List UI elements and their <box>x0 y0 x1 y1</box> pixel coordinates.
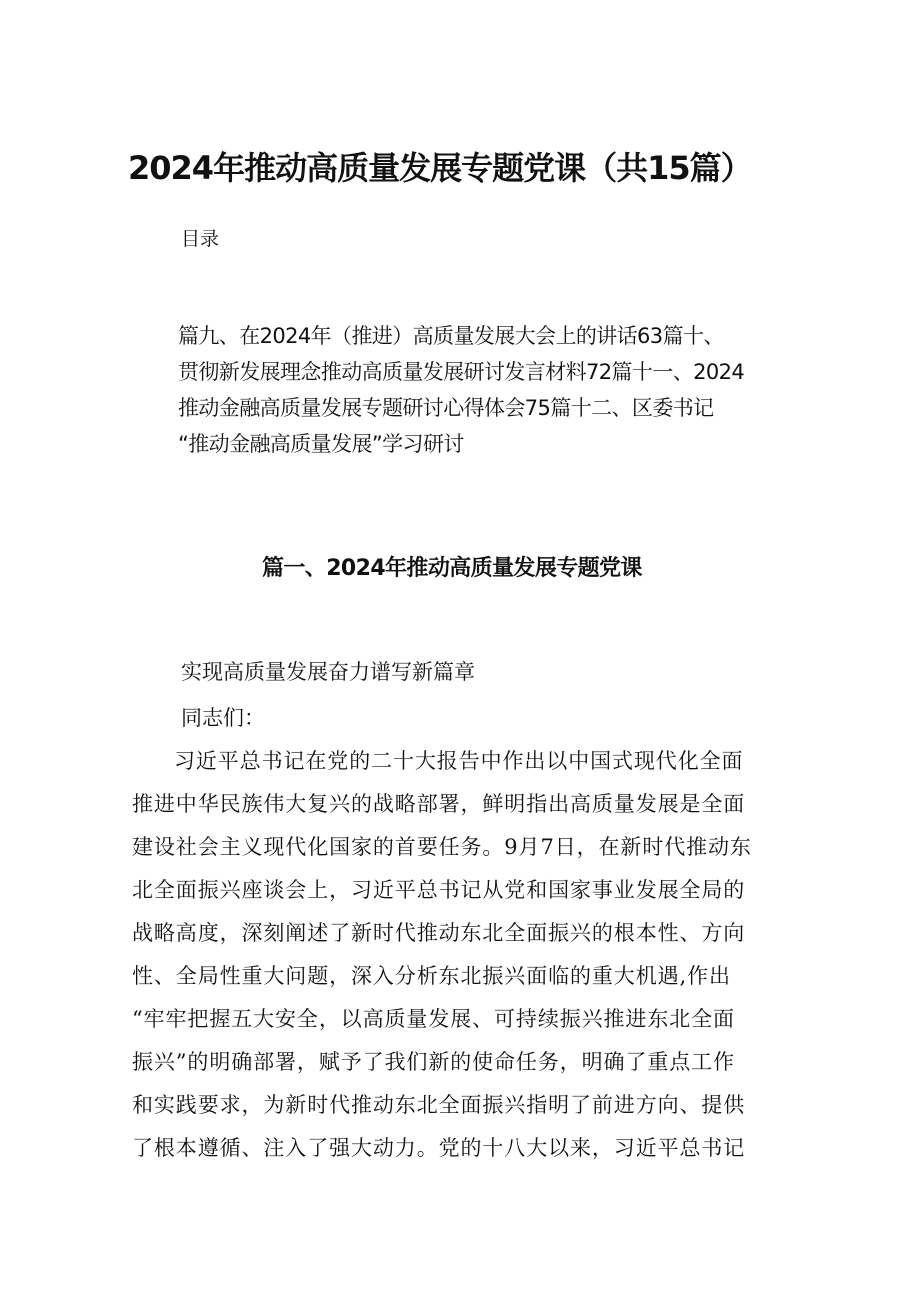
body-line: 推进中华民族伟大复兴的战略部署，鲜明指出高质量发展是全面 <box>132 792 746 816</box>
body-line: 北全面振兴座谈会上，习近平总书记从党和国家事业发展全局的 <box>132 878 746 902</box>
body-line: 振兴”的明确部署，赋予了我们新的使命任务，明确了重点工作 <box>132 1050 735 1074</box>
document-title: 2024年推动高质量发展专题党课（共15篇） <box>128 149 752 187</box>
toc-line: “推动金融高质量发展”学习研讨 <box>178 432 464 456</box>
body-line: 了根本遵循、注入了强大动力。党的十八大以来，习近平总书记 <box>132 1136 746 1160</box>
body-line: 习近平总书记在党的二十大报告中作出以中国式现代化全面 <box>174 749 744 773</box>
body-line: “牢牢把握五大安全，以高质量发展、可持续振兴推进东北全面 <box>132 1007 735 1031</box>
body-line: 性、全局性重大问题，深入分析东北振兴面临的重大机遇,作出 <box>132 964 731 988</box>
toc-line: 篇九、在2024年（推进）高质量发展大会上的讲话63篇十、 <box>178 324 724 348</box>
toc-line: 贯彻新发展理念推动高质量发展研讨发言材料72篇十一、2024 <box>178 360 745 384</box>
section-title: 篇一、2024年推动高质量发展专题党课 <box>262 556 642 581</box>
speech-title: 实现高质量发展奋力谱写新篇章 <box>181 660 475 684</box>
toc-line: 推动金融高质量发展专题研讨心得体会75篇十二、区委书记 <box>178 396 714 420</box>
table-of-contents <box>178 318 808 462</box>
salutation: 同志们： <box>181 706 265 730</box>
body-line: 战略高度，深刻阐述了新时代推动东北全面振兴的根本性、方向 <box>132 921 746 945</box>
body-line: 建设社会主义现代化国家的首要任务。9月7日，在新时代推动东 <box>132 835 752 859</box>
body-line: 和实践要求，为新时代推动东北全面振兴指明了前进方向、提供 <box>132 1093 746 1117</box>
body-paragraph <box>132 740 792 1170</box>
toc-heading: 目录 <box>181 228 220 250</box>
